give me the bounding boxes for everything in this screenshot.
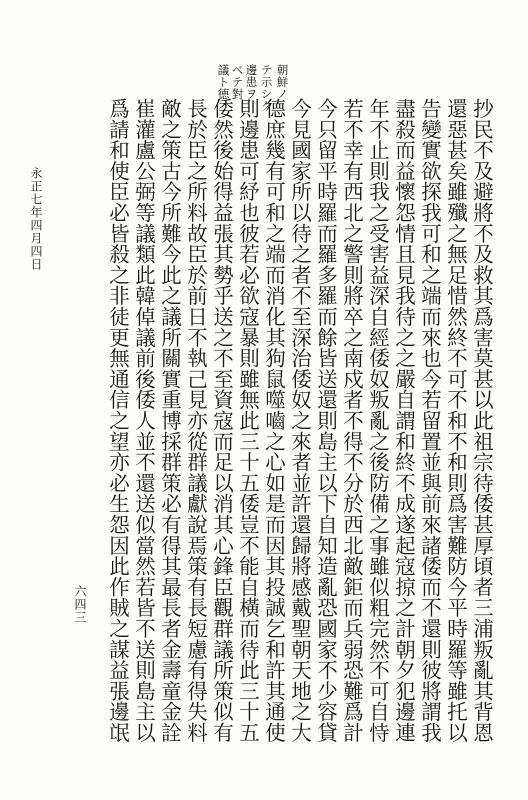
body-column-10: 則邊患可紓也彼若必欲寇暴則雖無此三十五倭豈不能自橫而待此三十五 [235, 98, 260, 743]
body-column-15: 爲請和使臣必皆殺之非徒更無通信之望亦必生怨因此作賊之謀益張邊氓 [105, 98, 130, 743]
heading-line-3: 邊患ヲ [244, 64, 259, 100]
body-column-1: 抄民不及避將不及救其爲害莫甚以此祖宗待倭甚厚頃者三浦叛亂其背恩 [469, 98, 494, 743]
body-column-11: 倭然後始得益張其勢乎送之不至資寇而足以消其心鋒臣觀群議所策似有 [209, 98, 234, 743]
heading-line-2: テ示シク [259, 64, 274, 112]
body-column-7: 今只留平時羅而羅多羅而餘皆送還則島主以下自知造亂恐國家不少容貸 [313, 98, 338, 743]
body-column-4: 盡殺而益懷怨情且見我待之之嚴自謂和終不成遂起寇掠之計朝夕犯邊連 [391, 98, 416, 743]
heading-line-1: 朝鮮ノ [275, 64, 290, 100]
body-column-6: 若不幸有西北之警則將卒之南戍者不得不分於西北敵鉅而兵弱恐難爲計 [339, 98, 364, 743]
body-column-5: 年不止則我之受害益深自經倭奴叛亂之後防備之事雖似粗完然不可自恃 [365, 98, 390, 743]
body-column-3: 告變實欲探我可和之端而來也今若留置並與前來諸倭而不還則彼將謂我 [417, 98, 442, 743]
body-column-13: 敵之策古今所難今此之議所關實重博採群策必有得其最長者金壽童金詮 [157, 98, 182, 743]
document-date: 永正七年四月四日 [29, 167, 43, 271]
page-number: 六四三 [73, 585, 87, 624]
heading-line-5: 議ト德 [216, 64, 231, 100]
body-column-14: 崔灌盧公弼等議類此韓倬議前後倭人並不還送似當然若皆不送則島主以 [131, 98, 156, 743]
body-column-8: 今見國家所以待之者不至深治倭奴之來者並許還歸將感戴聖朝天地之大 [287, 98, 312, 743]
body-column-12: 長於臣之所料故臣於前日不執己見亦從群議獻說焉策有長短慮有得失料 [183, 98, 208, 743]
heading-line-4: ベテ對 [230, 64, 245, 100]
body-column-9: 德庶幾有可和之端而消化其狗鼠噬嚙之心如是而因其投誠乞和許其通使 [261, 98, 286, 743]
body-column-2: 還惡甚矣雖殲之無足惜然終不可不和不和則爲害難防今平時羅等雖托以 [443, 98, 468, 743]
